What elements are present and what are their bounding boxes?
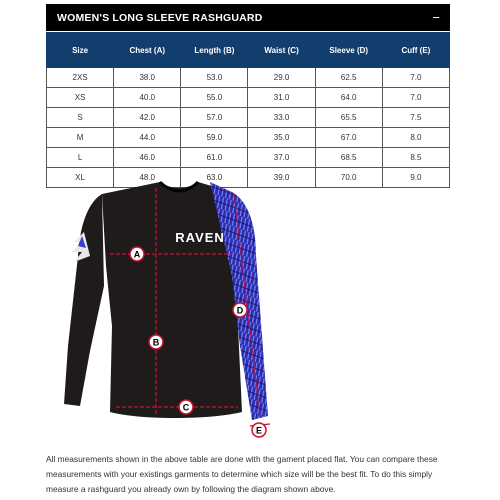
column-header-cuff: Cuff (E) — [382, 33, 449, 68]
length-cell: 59.0 — [181, 128, 248, 148]
table-row — [47, 88, 450, 108]
waist-cell: 31.0 — [248, 88, 315, 108]
marker-b-label: B — [152, 337, 160, 348]
collapse-icon[interactable]: − — [432, 10, 440, 25]
column-header-waist: Waist (C) — [248, 33, 315, 68]
brand-logo: RAVEN — [175, 230, 225, 245]
left-sleeve — [64, 194, 104, 406]
marker-d — [233, 303, 247, 317]
chest-cell: 42.0 — [114, 108, 181, 128]
waist-cell: 39.0 — [248, 168, 315, 188]
table-row — [47, 68, 450, 88]
size-cell: 2XS — [47, 68, 114, 88]
rashguard-illustration — [60, 176, 290, 438]
marker-c-label: C — [182, 402, 190, 413]
marker-e-label: E — [255, 425, 263, 436]
waist-cell: 33.0 — [248, 108, 315, 128]
marker-c — [179, 400, 193, 414]
table-row — [47, 128, 450, 148]
cuff-cell: 7.0 — [382, 88, 449, 108]
length-cell: 53.0 — [181, 68, 248, 88]
cuff-cell: 8.0 — [382, 128, 449, 148]
sleeve-cell: 70.0 — [315, 168, 382, 188]
rashguard-diagram — [60, 176, 290, 438]
sleeve-cell: 62.5 — [315, 68, 382, 88]
sleeve-cell: 64.0 — [315, 88, 382, 108]
length-cell: 63.0 — [181, 168, 248, 188]
marker-b — [149, 335, 163, 349]
measurement-note: All measurements shown in the above table are done with the gament placed flat. You can compare these measurements with your existings garments to determine which size will be the best fit. To do this simply measure a rashguard you already own by following the diagram shown above. — [46, 454, 438, 494]
table-row — [47, 148, 450, 168]
column-header-chest: Chest (A) — [114, 33, 181, 68]
waist-cell: 29.0 — [248, 68, 315, 88]
table-row — [47, 108, 450, 128]
size-chart-head — [47, 33, 450, 68]
cuff-cell: 7.0 — [382, 68, 449, 88]
sleeve-cell: 68.5 — [315, 148, 382, 168]
marker-a — [130, 247, 144, 261]
cuff-cell: 8.5 — [382, 148, 449, 168]
size-cell: S — [47, 108, 114, 128]
header-row — [47, 33, 450, 68]
length-cell: 57.0 — [181, 108, 248, 128]
chest-cell: 38.0 — [114, 68, 181, 88]
chest-cell: 44.0 — [114, 128, 181, 148]
column-header-sleeve: Sleeve (D) — [315, 33, 382, 68]
length-cell: 55.0 — [181, 88, 248, 108]
sleeve-cell: 67.0 — [315, 128, 382, 148]
size-chart-table — [46, 32, 450, 188]
column-header-length: Length (B) — [181, 33, 248, 68]
marker-e — [252, 423, 266, 437]
waist-cell: 35.0 — [248, 128, 315, 148]
length-cell: 61.0 — [181, 148, 248, 168]
waist-cell: 37.0 — [248, 148, 315, 168]
marker-a-label: A — [133, 249, 141, 260]
chest-cell: 46.0 — [114, 148, 181, 168]
chest-cell: 48.0 — [114, 168, 181, 188]
cuff-cell: 7.5 — [382, 108, 449, 128]
size-cell: M — [47, 128, 114, 148]
size-chart-title: WOMEN'S LONG SLEEVE RASHGUARD — [57, 11, 263, 24]
chest-cell: 40.0 — [114, 88, 181, 108]
size-cell: L — [47, 148, 114, 168]
column-header-size: Size — [47, 33, 114, 68]
size-chart-body — [47, 68, 450, 188]
cuff-cell: 9.0 — [382, 168, 449, 188]
size-cell: XS — [47, 88, 114, 108]
marker-d-label: D — [236, 305, 244, 316]
sleeve-cell: 65.5 — [315, 108, 382, 128]
size-cell: XL — [47, 168, 114, 188]
size-chart-header[interactable] — [46, 4, 450, 31]
